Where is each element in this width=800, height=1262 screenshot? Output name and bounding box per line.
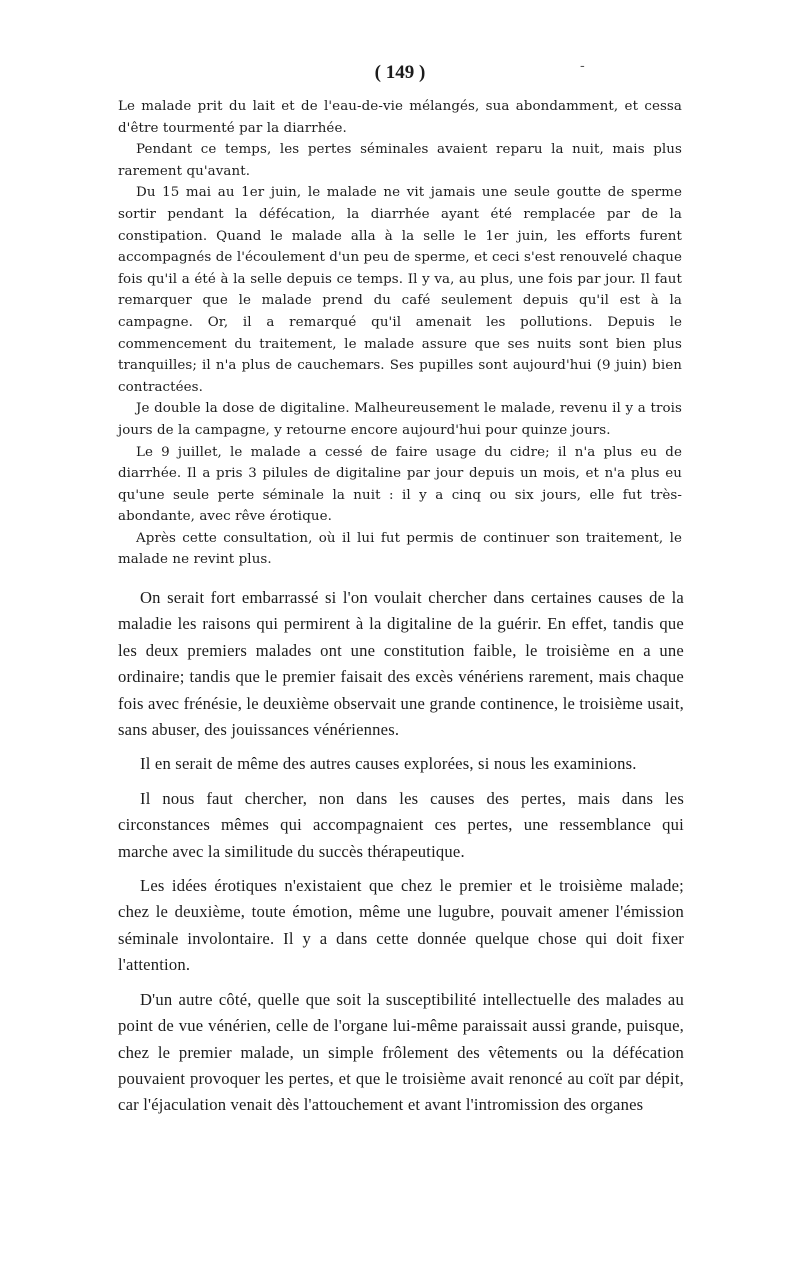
- paragraph: On serait fort embarrassé si l'on voulait chercher dans certaines causes de la maladie les raisons qui permirent à la digitaline de la guérir. En effet, tandis que les deux premiers malades ont une constitution faible, le troisième en a une ordinaire; tandis que le premier faisait des excès vénériens rarement, mais chaque fois avec frénésie, le deuxième observait une grande continence, le troisième usait, sans abuser, des jouissances vénériennes.: [118, 588, 685, 740]
- case-notes-section: [118, 96, 682, 571]
- paragraph: Pendant ce temps, les pertes séminales avaient reparu la nuit, mais plus rarement qu'avant.: [118, 142, 682, 179]
- paragraph: Les idées érotiques n'existaient que chez le premier et le troisième malade; chez le deuxième, toute émotion, même une lugubre, pouvait amener l'émission séminale involontaire. Il y a dans cette donnée quelque chose qui doit fixer l'attention.: [118, 876, 684, 975]
- page-number: ( 149 ): [374, 62, 426, 83]
- corner-mark: -: [580, 58, 585, 74]
- paragraph: Du 15 mai au 1er juin, le malade ne vit jamais une seule goutte de sperme sortir pendant la défécation, la diarrhée ayant été remplacée par de la constipation. Quand le malade alla à la selle le 1er juin, les efforts furent accompagnés de l'écoulement d'un peu de sperme, et ceci s'est renouvelé chaque fois qu'il a été à la selle depuis ce temps. Il y va, au plus, une fois par jour. Il faut remarquer que le malade prend du café seulement depuis qu'il est à la campagne. Or, il a remarqué qu'il amenait les pollutions. Depuis le commencement du traitement, le malade assure que ses nuits sont bien plus tranquilles; il n'a plus de cauchemars. Ses pupilles sont aujourd'hui (9 juin) bien contractées.: [118, 185, 682, 395]
- paragraph: Il nous faut chercher, non dans les causes des pertes, mais dans les circonstances mêmes qui accompagnaient ces pertes, une ressemblance qui marche avec la similitude du succès thérapeutique.: [118, 788, 684, 861]
- paragraph: Après cette consultation, où il lui fut permis de continuer son traitement, le malade ne revint plus.: [118, 530, 682, 568]
- paragraph: Le 9 juillet, le malade a cessé de faire usage du cidre; il n'a plus eu de diarrhée. Il a pris 3 pilules de digitaline par jour depuis un mois, et n'a plus eu qu'une seule perte séminale la nuit : il y a cinq ou six jours, elle fut très-abondante, avec rêve érotique.: [118, 444, 682, 525]
- paragraph: D'un autre côté, quelle que soit la susceptibilité intellectuelle des malades au point de vue vénérien, celle de l'organe lui-même paraissait aussi grande, puisque, chez le premier malade, un simple frôlement des vêtements ou la défécation pouvaient provoquer les pertes, et que le troisième avait renoncé au coït par dépit, car l'éjaculation venait dès l'attouchement et avant l'intromission des organes: [118, 989, 684, 1115]
- paragraph: Le malade prit du lait et de l'eau-de-vie mélangés, sua abondamment, et cessa d'être tourmenté par la diarrhée.: [118, 99, 682, 136]
- paragraph: Il en serait de même des autres causes explorées, si nous les examinions.: [140, 754, 637, 774]
- paragraph: Je double la dose de digitaline. Malheureusement le malade, revenu il y a trois jours de la campagne, y retourne encore aujourd'hui pour quinze jours.: [118, 401, 682, 438]
- discussion-section: [118, 585, 684, 1119]
